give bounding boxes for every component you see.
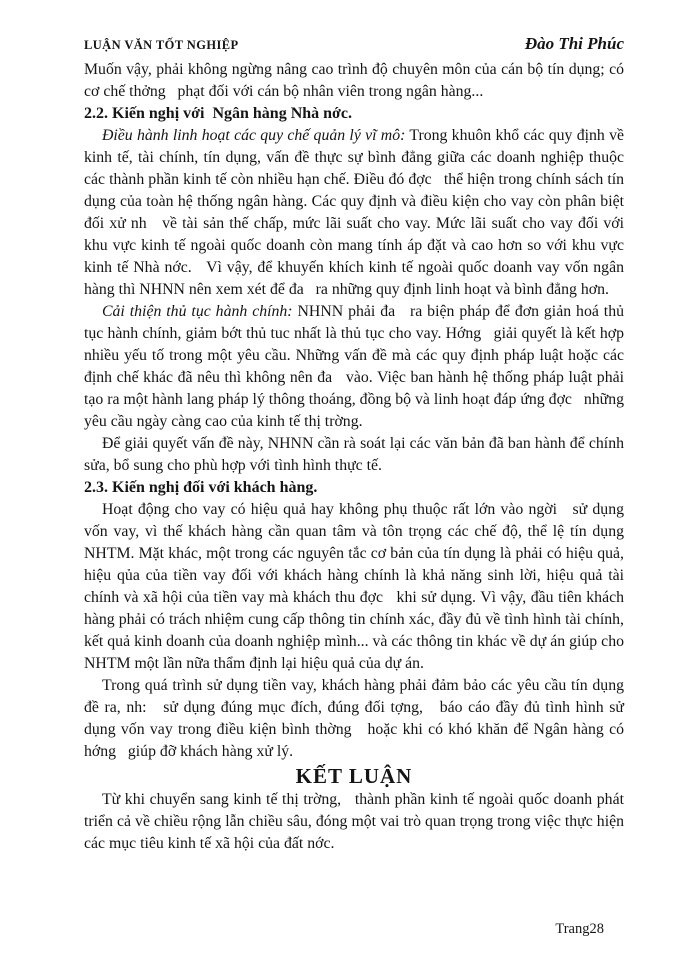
running-title: LUẬN VĂN TỐT NGHIỆP xyxy=(84,38,239,52)
paragraph-body-admin-procedures: NHNN phải đa ra biện pháp để đơn giản hoá thủ tục hành chính, giảm bớt thủ tuc nhất là thủ tục cho vay. Hớng giải quyết là kết hợp nhiều yếu tố trong một yêu cầu. Những vấn đề mà các quy định pháp luật hoặc các định chế khác đã nêu thì không nên đa vào. Việc ban hành hệ thống pháp luật phải tạo ra một hành lang pháp lý thông thoáng, đồng bộ và linh hoạt đáp ứng đợc những yêu cầu ngày càng cao của kinh tế thị trờng. xyxy=(84,303,628,430)
paragraph-macro-policy xyxy=(84,125,628,301)
page-header xyxy=(84,34,624,54)
paragraph-intro: Muốn vậy, phải không ngừng nâng cao trình độ chuyên môn của cán bộ tín dụng; có cơ chế thởng phạt đối với cán bộ nhân viên trong ngân hàng... xyxy=(84,61,628,100)
paragraph-customer: Hoạt động cho vay có hiệu quả hay không phụ thuộc rất lớn vào ngời sử dụng vốn vay, vì thế khách hàng cần quan tâm và tôn trọng các chế độ, thể lệ tín dụng NHTM. Mặt khác, một trong các nguyên tắc cơ bản của tín dụng là phải có hiệu quả, hiệu qủa của tiền vay đối với khách hàng chính là khả năng sinh lời, hiệu quả tài chính và xã hội của tiền vay mà khách thu đợc khi sử dụng. Vì vậy, đầu tiên khách hàng phải có trách nhiệm cung cấp thông tin chính xác, đầy đủ về tình hình tài chính, kết quả kinh doanh của doanh nghiệp mình... và các thông tin khác về dự án giúp cho NHTM một lần nữa thẩm định lại hiệu quả của dự án. xyxy=(84,501,628,672)
conclusion-heading: KẾT LUẬN xyxy=(295,764,413,788)
paragraph-lead-macro-policy: Điều hành linh hoạt các quy chế quản lý vĩ mô: xyxy=(102,127,406,144)
paragraph-review: Để giải quyết vấn đề này, NHNN cần rà soát lại các văn bản đã ban hành để chính sửa, bổ sung cho phù hợp với tình hình thực tế. xyxy=(84,435,628,474)
paragraph-conclusion: Từ khi chuyển sang kinh tế thị trờng, thành phần kinh tế ngoài quốc doanh phát triển cả về chiều rộng lẫn chiều sâu, đóng một vai trò quan trọng trong việc thực hiện các mục tiêu kinh tế xã hội của đất nớc. xyxy=(84,791,628,852)
paragraph-lead-admin-procedures: Cải thiện thủ tục hành chính: xyxy=(102,303,293,320)
page-number: Trang28 xyxy=(555,921,604,937)
paragraph-body-macro-policy: Trong khuôn khổ các quy định về kinh tế, tài chính, tín dụng, vấn đề thực sự bình đẳng giữa các doanh nghiệp thuộc các thành phần kinh tế còn nhiều hạn chế. Điều đó đợc thể hiện trong chính sách tín dụng của toàn hệ thống ngân hàng. Các quy định và điều kiện cho vay còn phân biệt đối xử nh về tài sản thế chấp, mức lãi suất cho vay. Mức lãi suất cho vay đối với khu vực kinh tế ngoài quốc doanh còn mang tính áp đặt và cao hơn so với khu vực kinh tế Nhà nớc. Vì vậy, để khuyến khích kinh tế ngoài quốc doanh vay vốn ngân hàng thì NHNN nên xem xét để đa ra những quy định linh hoạt và bình đẳng hơn. xyxy=(84,127,628,298)
author-name: Đào Thi Phúc xyxy=(524,34,624,53)
section-heading-2-3: 2.3. Kiến nghị đối với khách hàng. xyxy=(84,479,318,496)
paragraph-loan-usage: Trong quá trình sử dụng tiền vay, khách hàng phải đảm bảo các yêu cầu tín dụng đề ra, nh: sử dụng đúng mục đích, đúng đối tợng, báo cáo đầy đủ tình hình sử dụng vốn vay trong điều kiện bình thờng hoặc khi có khó khăn để Ngân hàng có hớng giúp đỡ khách hàng xử lý. xyxy=(84,677,628,760)
document-body xyxy=(84,59,628,855)
section-heading-2-2: 2.2. Kiến nghị với Ngân hàng Nhà nớc. xyxy=(84,105,352,122)
paragraph-admin-procedures xyxy=(84,301,628,433)
